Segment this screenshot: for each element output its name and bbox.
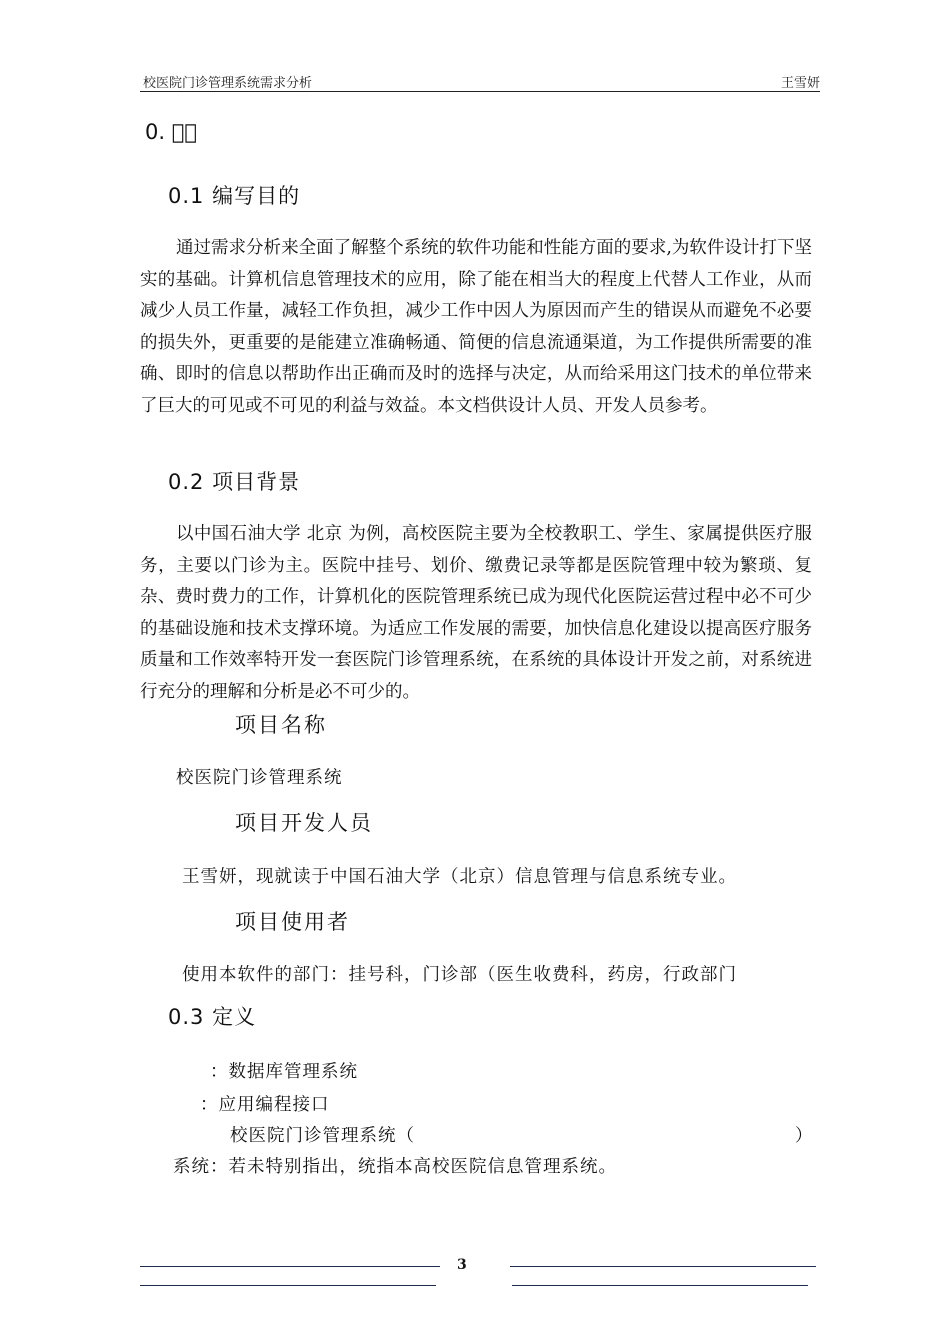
paragraph-purpose-text: 通过需求分析来全面了解整个系统的软件功能和性能方面的要求,为软件设计打下坚实的基础。计算机信息管理技术的应用，除了能在相当大的程度上代替人工作业，从而减少人员工作量，减轻工作负担，减少工作中因人为原因而产生的错误从而避免不必要的损失外，更重要的是能建立准确畅通、简便的信息流通渠道，为工作提供所需要的准确、即时的信息以帮助作出正确而及时的选择与决定，从而给采用这门技术的单位带来了巨大的可见或不可见的利益与效益。本文档供设计人员、开发人员参考。 — [140, 238, 812, 416]
project-name-value: 校医院门诊管理系统 — [176, 768, 343, 788]
footer-rule-left-top — [140, 1266, 440, 1267]
header-title: 校医院门诊管理系统需求分析 — [143, 76, 313, 91]
project-users-value: 使用本软件的部门：挂号科，门诊部（医生收费科，药房，行政部门 — [182, 965, 737, 985]
paragraph-background — [140, 519, 812, 708]
footer-rule-right-bottom — [512, 1285, 808, 1286]
paragraph-background-text: 以中国石油大学 北京 为例，高校医院主要为全校教职工、学生、家属提供医疗服务，主要以门诊为主。医院中挂号、划价、缴费记录等都是医院管理中较为繁琐、复杂、费时费力的工作，计算机化的医院管理系统已成为现代化医院运营过程中必不可少的基础设施和技术支撑环境。为适应工作发展的需要，加快信息化建设以提高医疗服务质量和工作效率特开发一套医院门诊管理系统，在系统的具体设计开发之前，对系统进行充分的理解和分析是必不可少的。 — [140, 524, 812, 702]
page-number: 3 — [457, 1257, 467, 1273]
section-heading-0-1: 0.1 编写目的 — [168, 184, 301, 208]
section-heading-0: 0. ￿￿ — [145, 120, 197, 144]
definition-system: 系统：若未特别指出，统指本高校医院信息管理系统。 — [173, 1157, 617, 1177]
subheading-project-developer: 项目开发人员 — [235, 811, 373, 835]
footer-rule-right-top — [510, 1266, 816, 1267]
definition-api: ：应用编程接口 — [200, 1095, 330, 1115]
section-heading-0-2: 0.2 项目背景 — [168, 470, 301, 494]
subheading-project-users: 项目使用者 — [235, 910, 350, 934]
footer-rule-left-bottom — [140, 1285, 436, 1286]
definition-system-name: 校医院门诊管理系统（ — [230, 1126, 415, 1146]
paragraph-purpose — [140, 233, 812, 422]
definition-dbms: ：数据库管理系统 — [210, 1062, 358, 1082]
project-developer-value: 王雪妍，现就读于中国石油大学（北京）信息管理与信息系统专业。 — [182, 867, 737, 887]
header-divider — [140, 91, 820, 92]
section-heading-0-3: 0.3 定义 — [168, 1005, 257, 1029]
subheading-project-name: 项目名称 — [235, 713, 327, 737]
definition-system-name-close: ） — [795, 1126, 814, 1146]
header-author: 王雪妍 — [780, 76, 820, 91]
